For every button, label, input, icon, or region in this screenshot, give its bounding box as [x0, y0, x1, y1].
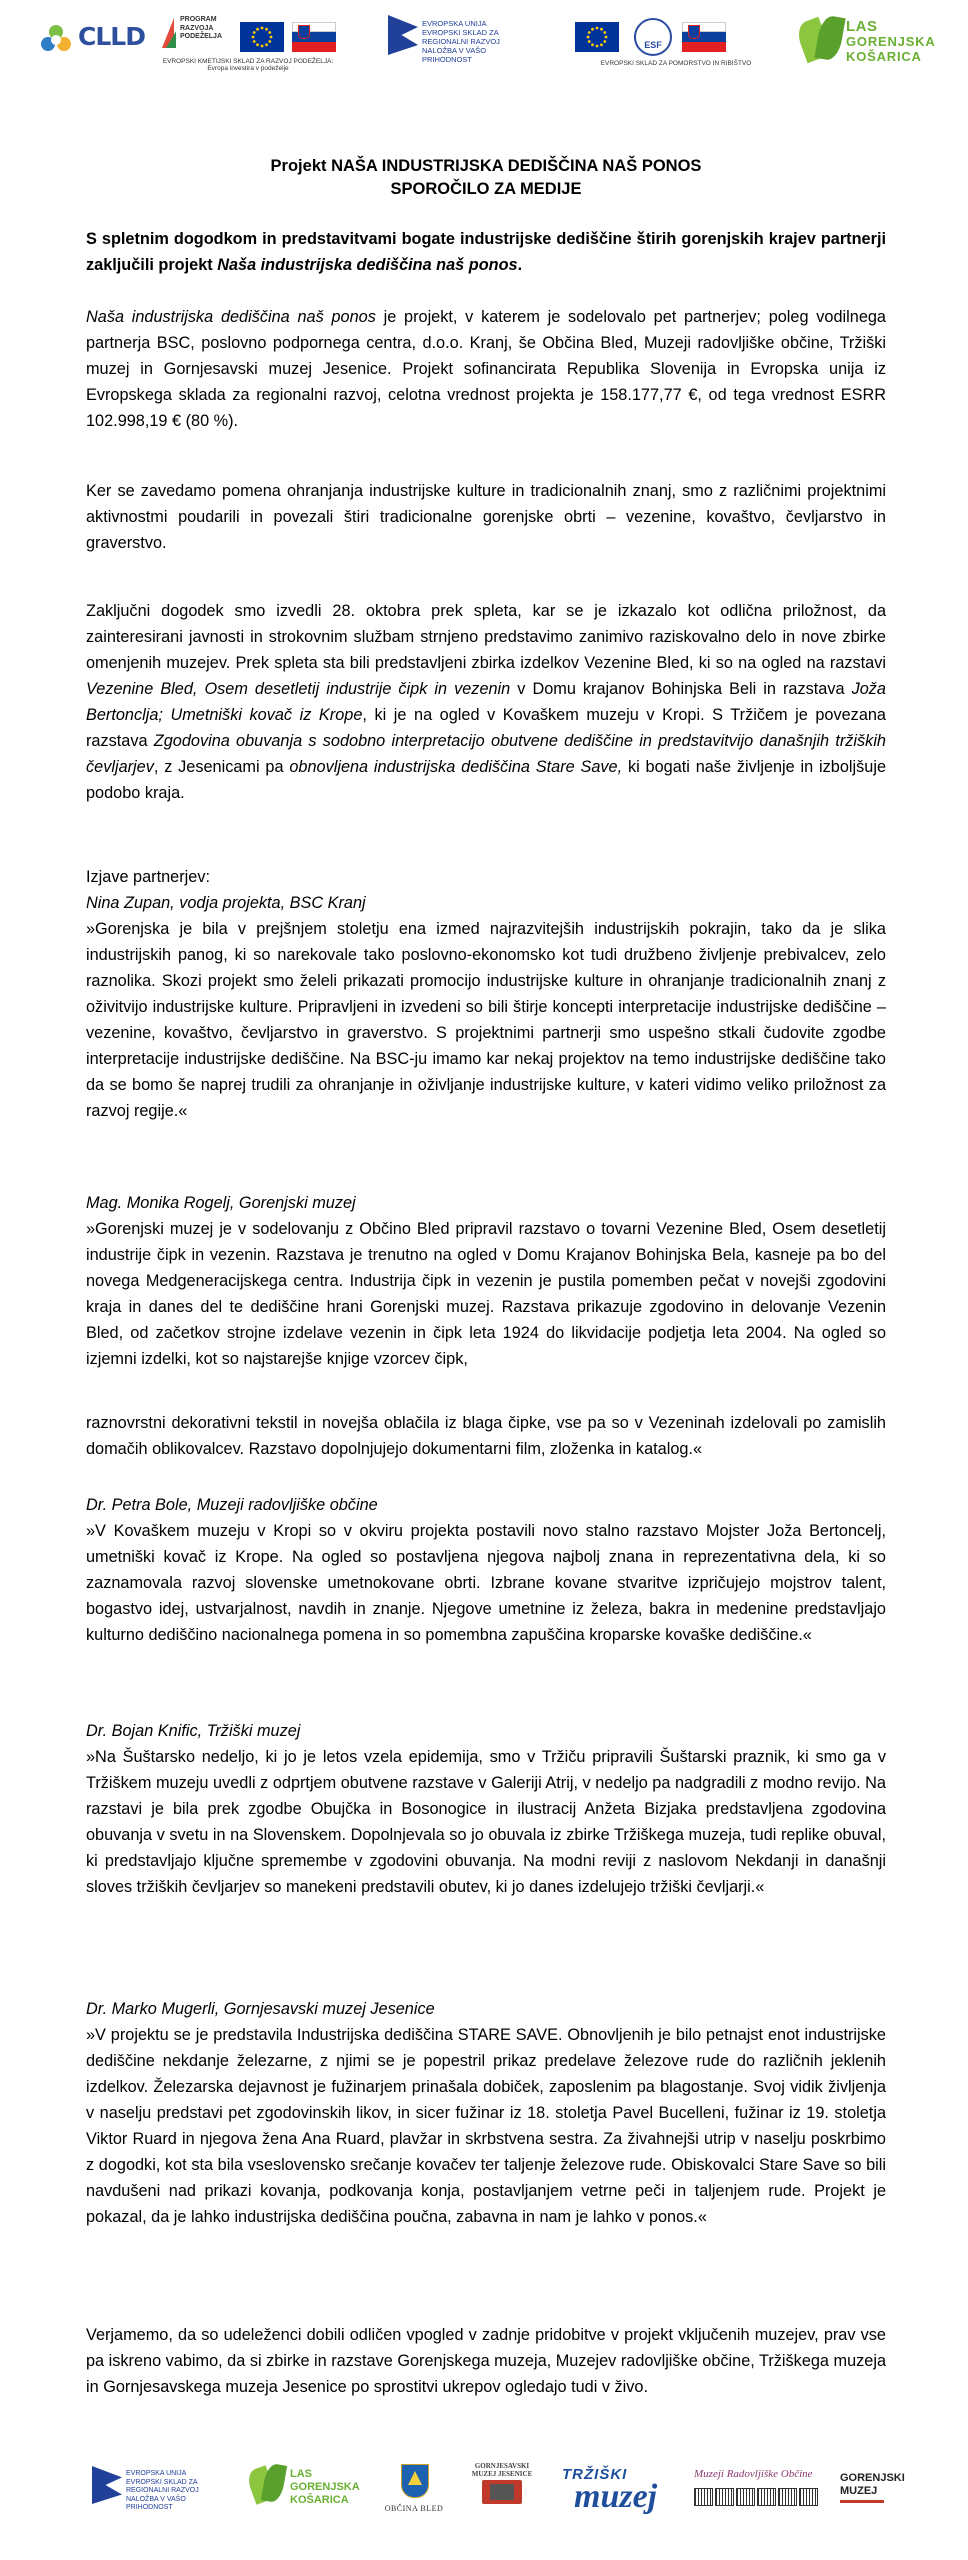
speaker-3-name: Dr. Petra Bole, Muzeji radovljiške občine [86, 1496, 378, 1514]
eksrp-caption [160, 58, 336, 72]
eu-erdf-text [422, 19, 538, 64]
esf-logo [634, 18, 672, 56]
p3-exhibit-vezenine: Vezenine Bled, Osem desetletij industrije čipk in vezenin [86, 680, 511, 698]
las-line-2: GORENJSKA [846, 34, 936, 49]
eu-erdf-line-2: EVROPSKI SKLAD ZA [422, 28, 499, 37]
p3-text-g: , z Jesenicami pa [153, 758, 290, 776]
lead-text: S spletnim dogodkom in predstavitvami bogate industrijske dediščine štirih gorenjskih krajev partnerji zaključili projekt [86, 230, 886, 274]
statement-2-continued [86, 1410, 886, 1462]
eu-erdf-logo [388, 13, 538, 67]
lead-paragraph [86, 226, 886, 278]
p2-text: Ker se zavedamo pomena ohranjanja industrijske kulture in tradicionalnih znanj, smo z različnimi projektnimi aktivnostmi poudarili in povezali štiri tradicionalne gorenjske obrti – vezenine, kovaštvo, čevljarstvo in graverstvo. [86, 482, 886, 552]
p3-exhibit-bertoncelj: Joža Bertonclja; Umetniški kovač iz Krope [86, 680, 886, 724]
slovenia-flag-icon [682, 22, 726, 52]
las-gorenjska-kosarica-logo [800, 14, 950, 68]
eu-flag-icon [240, 22, 284, 52]
eu-flag-icon [575, 22, 619, 52]
footer-las-line-2: GORENJSKA [290, 2481, 360, 2493]
lead-project-name: Naša industrijska dediščina naš ponos [217, 256, 518, 274]
gorenjski-muzej-logo [836, 2458, 905, 2528]
trzic-line-1: TRŽIŠKI [562, 2466, 628, 2483]
speaker-2-quote-b: raznovrstni dekorativni tekstil in novejša oblačila iz blaga čipke, vse pa so v Vezeninah izdelovali po zamislih domačih oblikovalcev. Razstavo dopolnjujejo dokumentarni film, zloženka in katalog.« [86, 1414, 886, 1458]
trzic-line-2: muzej [574, 2478, 658, 2515]
bled-coat-of-arms-icon [401, 2464, 429, 2498]
gm-line-1: GORENJSKI [840, 2472, 905, 2484]
prp-caption-3: PODEŽELJA [180, 33, 223, 40]
eksrp-caption-2: Evropa investira v podeželje [207, 65, 289, 72]
paragraph-crafts [86, 478, 886, 556]
footer-eu-line-4: NALOŽBA V VAŠO PRIHODNOST [126, 2495, 186, 2511]
speaker-4-name: Dr. Bojan Knific, Tržiški muzej [86, 1722, 301, 1740]
izjave-label: Izjave partnerjev: [86, 868, 210, 886]
prp-caption-2: RAZVOJA [180, 24, 214, 32]
las-line-1: LAS [846, 18, 878, 35]
closing-text: Verjamemo, da so udeleženci dobili odličen vpogled v zadnje pridobitve v projekt vključenih muzejev, prav vse pa iskreno vabimo, da si zbirke in razstave Gorenjskega muzeja, Muzejev radovljiške občine, Tržiškega muzeja in Gornjesavskega muzeja Jesenice po sprostitvi ukrepov ogledajo tudi v živo. [86, 2326, 886, 2396]
obcina-bled-label: OBČINA BLED [384, 2504, 444, 2513]
speaker-5-name: Dr. Marko Mugerli, Gornjesavski muzej Jesenice [86, 2000, 435, 2018]
gm-line-2: MUZEJ [840, 2485, 878, 2497]
closing-paragraph [86, 2322, 886, 2400]
gmj-emblem-icon [482, 2480, 522, 2504]
document-title [86, 155, 886, 201]
muzeji-radovljiske-obcine-logo [694, 2458, 824, 2528]
p3-text-e: , ki je na ogled v Kovaškem muzeju v Kropi. S Tržičem je povezana razstava [86, 706, 886, 750]
lead-period: . [517, 256, 523, 274]
statement-2 [86, 1190, 886, 1372]
p1-project-name: Naša industrijska dediščina naš ponos [86, 308, 376, 326]
paragraph-project [86, 304, 886, 434]
speaker-2-quote-a: »Gorenjski muzej je v sodelovanju z Občino Bled pripravil razstavo o tovarni Vezenine Bled, Osem desetletij industrije čipk in vezenin. Razstava je trenutno na ogled v Domu Krajanov Bohinjska Bela, kasneje pa bo del novega Medgeneracijskega centra. Industrija čipk in vezenin je pustila pomemben pečat v novejši zgodovini kraja in danes del te dediščine hrani Gorenjski muzej. Razstava prikazuje zgodovino in delovanje Vezenin Bled, od začetkov strojne izdelave vezenin in čipk leta 1924 do likvidacije podjetja leta 2004. Na ogled so izjemni izdelki, kot so najstarejše knjige vzorcev čipk, [86, 1220, 886, 1368]
footer-las-logo [250, 2458, 380, 2528]
p3-exhibit-obuvanje: Zgodovina obuvanja s sodobno interpretacijo obutvene dediščine in predstavitvijo današnjih tržiških čevljarjev [86, 732, 886, 776]
speaker-2-name: Mag. Monika Rogelj, Gorenjski muzej [86, 1194, 356, 1212]
footer-eu-erdf-logo [92, 2458, 232, 2528]
gmj-text [462, 2462, 542, 2478]
footer-eu-text [126, 2470, 232, 2513]
p1-text: je projekt, v katerem je sodelovalo pet partnerjev; poleg vodilnega partnerja BSC, poslovno podpornega centra, d.o.o. Kranj, še Občina Bled, Muzeji radovljiške občine, Tržiški muzej in Gornjesavski muzej Jesenice. Projekt sofinancirata Republika Slovenija in Evropska unija iz Evropskega sklada za regionalni razvoj, celotna vrednost projekta je 158.177,77 €, od tega vrednost ESRR 102.998,19 € (80 %). [86, 308, 886, 430]
gmj-line-1: GORNJESAVSKI [474, 2462, 530, 2470]
gm-underline [840, 2500, 884, 2503]
footer-eu-line-2: EVROPSKI SKLAD ZA [126, 2478, 198, 2486]
speaker-3-quote: »V Kovaškem muzeju v Kropi so v okviru projekta postavili novo stalno razstavo Mojster Joža Bertoncelj, umetniški kovač iz Krope. Na ogled so postavljena njegova najbolj znana in reprezentativna dela, ki so zaznamovala razvoj slovenske umetnokovane obrti. Izbrane kovane stvaritve izpričujejo mojstrov talent, bogastvo idej, ustvarjalnost, navdih in znanje. Njegove umetnine iz železa, bakra in medenine predstavljajo kulturno dediščino nacionalnega pomena in so pomembna zapuščina kroparske kovaške dediščine.« [86, 1522, 886, 1644]
clld-logo [38, 18, 150, 62]
statement-5 [86, 1996, 886, 2230]
speaker-1-name: Nina Zupan, vodja projekta, BSC Kranj [86, 894, 366, 912]
p3-text-a: Zaključni dogodek smo izvedli 28. oktobra prek spleta, kar se je izkazalo kot odlična priložnost, da zainteresirani javnosti in strokovnim službam strnjeno predstavimo zanimivo raziskovalno delo in nove zbirke omenjenih muzejev. Prek spleta sta bili predstavljeni zbirka izdelkov Vezenine Bled, ki so na ogled na razstavi [86, 602, 886, 672]
obcina-bled-logo [383, 2458, 443, 2528]
clld-wordmark: CLLD [78, 22, 145, 51]
footer-las-line-1: LAS [290, 2468, 312, 2480]
eu-erdf-line-4: NALOŽBA V VAŠO PRIHODNOST [422, 46, 487, 64]
clld-rosette-icon [38, 22, 74, 58]
mro-label: Muzeji Radovljiške Občine [694, 2468, 813, 2480]
statement-4 [86, 1718, 886, 1900]
footer-eu-line-1: EVROPSKA UNIJA [126, 2470, 187, 2477]
esf-label: ESF [644, 40, 662, 50]
speaker-5-quote: »V projektu se je predstavila Industrijska dediščina STARE SAVE. Obnovljenih je bilo petnajst enot industrijske dediščine nekdanje železarne, z njimi se je popestril prikaz predelave železove rude do različnih jeklenih izdelkov. Železarska dejavnost je fužinarjem prinašala dobiček, zaposlenim pa blagostanje. Svoj vidik življenja v naselju predstavi pet zgodovinskih likov, in sicer fužinar iz 18. stoletja Pavel Bucelleni, fužinar iz 19. stoletja Viktor Ruard in njegova žena Ana Ruard, plavžar in skrbstvena sestra. Za živahnejši utrip v naselju poskrbimo z dogodki, kot sta bila vseslovensko srečanje kovačev ter taljenje železove rude. Obiskovalci Stare Save so bili navdušeni nad prikazi kovanja, podkovanja konja, postavljanjem vetrne peči in taljenjem rude. Projekt je pokazal, da je lahko industrijska dediščina poučna, zabavna in nam je lahko v ponos.« [86, 2026, 886, 2226]
eksrp-caption-1: EVROPSKI KMETIJSKI SKLAD ZA RAZVOJ PODEŽELJA: [162, 58, 334, 65]
p3-text-c: v Domu krajanov Bohinjska Beli in razstava [510, 680, 852, 698]
gornjesavski-muzej-logo [462, 2458, 542, 2528]
footer-eu-line-3: REGIONALNI RAZVOJ [126, 2487, 199, 2494]
paragraph-event [86, 598, 886, 806]
statements-heading [86, 864, 886, 1124]
footer-eu-mark-icon [92, 2466, 122, 2504]
prp-caption [180, 16, 222, 42]
eu-erdf-line-3: REGIONALNI RAZVOJ [422, 37, 500, 46]
title-line-1: Projekt NAŠA INDUSTRIJSKA DEDIŠČINA NAŠ PONOS [270, 157, 702, 175]
p3-text-i: ki bogati naše življenje in izboljšuje podobo kraja. [86, 758, 886, 802]
statement-3 [86, 1492, 886, 1648]
mro-pictograms-icon [694, 2488, 818, 2506]
eu-erdf-mark-icon [388, 15, 418, 55]
title-line-2: SPOROČILO ZA MEDIJE [390, 180, 582, 198]
trziski-muzej-logo [554, 2458, 678, 2528]
gmj-line-2: MUZEJ JESENICE [471, 2470, 533, 2478]
esf-caption: EVROPSKI SKLAD ZA POMORSTVO IN RIBIŠTVO [600, 60, 752, 67]
footer-las-line-3: KOŠARICA [290, 2494, 349, 2506]
speaker-1-quote: »Gorenjska je bila v prejšnjem stoletju ena izmed najrazvitejših industrijskih pokrajin, tako da je slika industrijskih panog, ki so narekovale tako poslovno-ekonomsko kot tudi družbeno življenje prebivalcev, zelo raznolika. Skozi projekt smo želeli prikazati promocijo industrijske kulture in ohranjanje tradicionalnih znanj z oživitvijo industrijske kulture. Pripravljeni in izvedeni so bili štirje koncepti interpretacije industrijske dediščine – vezenine, kovaštvo, čevljarstvo in graverstvo. S projektnimi partnerji smo uspešno stkali čudovite zgodbe interpretacije industrijske dediščine. Na BSC-ju imamo kar nekaj projektov na temo industrijske dediščine tako da se bomo še naprej trudili za ohranjanje in oživljanje industrijske kulture, v kateri vidimo veliko priložnost za razvoj regije.« [86, 920, 886, 1120]
speaker-4-quote: »Na Šuštarsko nedeljo, ki jo je letos vzela epidemija, smo v Tržiču pripravili Šuštarski praznik, ki smo ga v Tržiškem muzeju uvedli z odprtjem obutvene razstave v Galeriji Atrij, v nedeljo pa nadgradili z modno revijo. Na razstavi je bila prek zgodbe Obujčka in Bosonogice in ilustracij Anžeta Bizjaka predstavljena zgodovina obuvanja v svetu in na Slovenskem. Dopolnjevala so jo obuvala iz zbirke Tržiškega muzeja, tudi replike obuval, ki predstavljajo ključne spremembe v zgodovini obuvanja. Na modni reviji z naslovom Nekdanji in današnji sloves tržiških čevljarjev so manekeni predstavili obutev, ki jo danes izdelujejo tržiški čevljarji.« [86, 1748, 886, 1896]
las-line-3: KOŠARICA [846, 49, 922, 64]
prp-caption-1: PROGRAM [180, 16, 217, 23]
eu-erdf-line-1: EVROPSKA UNIJA [422, 19, 487, 28]
slovenia-flag-icon [292, 22, 336, 52]
p3-exhibit-stare-save: obnovljena industrijska dediščina Stare Save, [289, 758, 623, 776]
